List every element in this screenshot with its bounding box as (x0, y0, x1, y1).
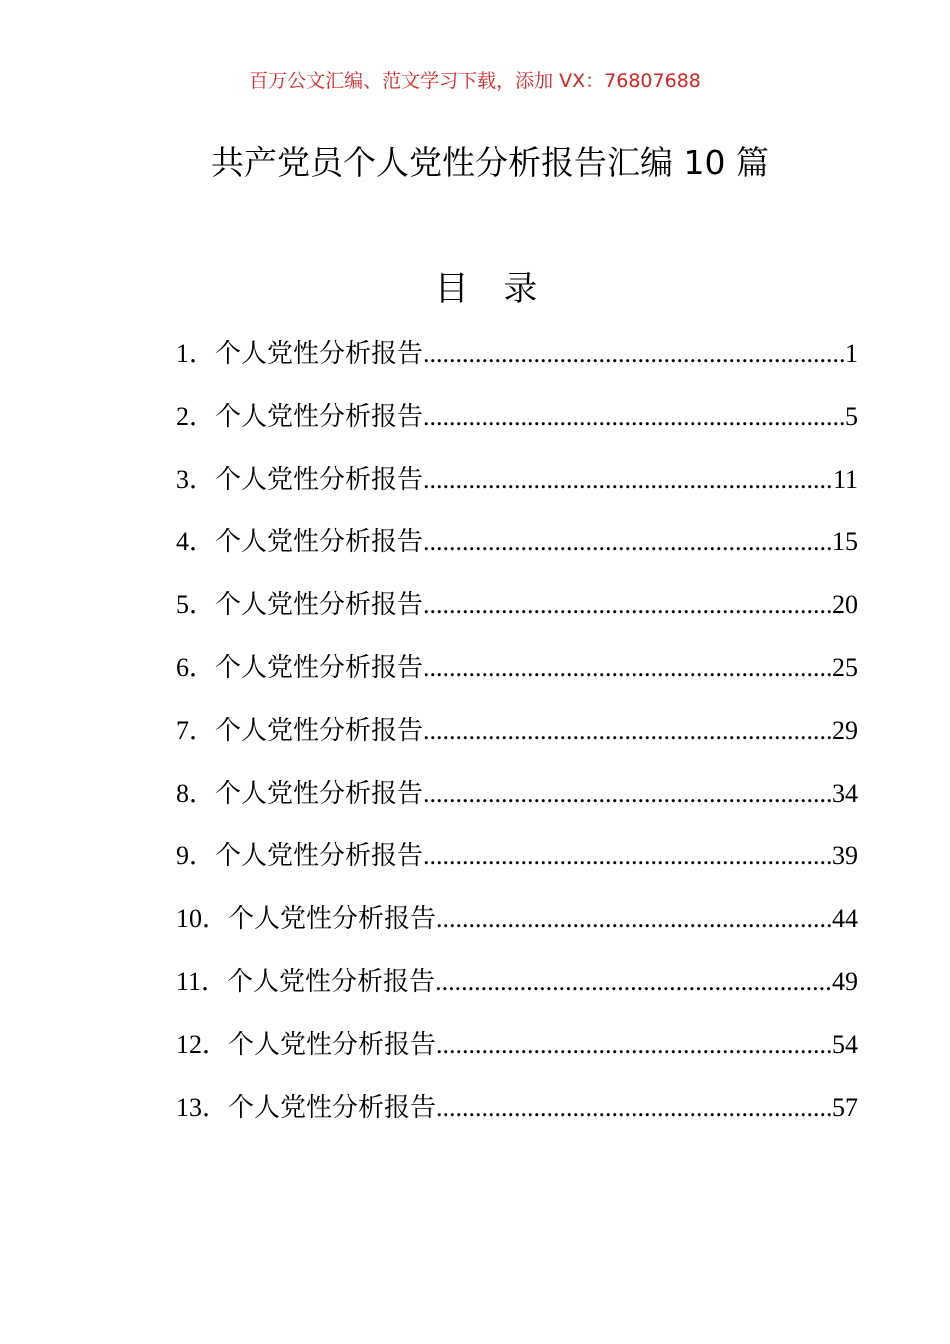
toc-entry-page: 1 (845, 339, 858, 368)
toc-entry[interactable] (176, 524, 858, 587)
toc-entry-number: 1． (176, 339, 216, 368)
toc-entry-title: 个人党性分析报告 (215, 464, 424, 495)
toc-entry-page: 49 (832, 966, 858, 996)
toc-entry-title: 个人党性分析报告 (215, 778, 424, 809)
toc-entry-title: 个人党性分析报告 (215, 841, 424, 872)
toc-entry-number: 6． (176, 652, 216, 682)
toc-entry-number: 4． (176, 527, 216, 557)
toc-entry[interactable] (176, 776, 858, 839)
toc-entry-page: 54 (832, 1029, 858, 1059)
toc-entry[interactable] (176, 336, 858, 399)
toc-entry-title: 个人党性分析报告 (215, 339, 424, 369)
toc-entry[interactable] (176, 1027, 858, 1090)
toc-entry[interactable] (176, 399, 858, 462)
toc-entry[interactable] (176, 587, 858, 650)
toc-entry-title: 个人党性分析报告 (215, 527, 424, 558)
toc-entry-title: 个人党性分析报告 (228, 1029, 437, 1060)
toc-entry-title: 个人党性分析报告 (228, 904, 437, 935)
toc-entry-number: 12． (176, 1029, 229, 1059)
toc-entry-number: 10． (176, 904, 229, 934)
toc-entry-number: 8． (176, 778, 216, 808)
toc-dot-leader (423, 776, 832, 812)
toc-entry-page: 5 (845, 401, 858, 431)
toc-entry-page: 25 (832, 652, 858, 682)
toc-entry-page: 11 (832, 464, 858, 494)
toc-entry-title: 个人党性分析报告 (215, 715, 424, 746)
toc-dot-leader (423, 713, 832, 749)
toc-entry[interactable] (176, 838, 858, 901)
toc-dot-leader (423, 587, 832, 623)
header-promo-note: 百万公文汇编、范文学习下载，添加 VX：76807688 (249, 70, 701, 92)
toc-dot-leader (423, 399, 845, 435)
toc-dot-leader (423, 462, 833, 498)
toc-entry-page: 34 (832, 778, 858, 808)
toc-entry[interactable] (176, 901, 858, 964)
toc-dot-leader (423, 524, 832, 560)
toc-dot-leader (423, 838, 832, 874)
toc-entry-page: 44 (832, 904, 858, 934)
toc-entry[interactable] (176, 964, 858, 1027)
toc-dot-leader (423, 650, 832, 686)
toc-heading: 目 录 (434, 269, 550, 309)
toc-dot-leader (436, 1027, 832, 1063)
document-title: 共产党员个人党性分析报告汇编 10 篇 (211, 143, 769, 182)
toc-dot-leader (435, 964, 832, 1000)
toc-entry-title: 个人党性分析报告 (215, 590, 424, 621)
toc-entry[interactable] (176, 650, 858, 713)
toc-entry-page: 15 (832, 527, 858, 557)
toc-entry-number: 2． (176, 401, 216, 431)
toc-entry-number: 7． (176, 715, 216, 745)
toc-entry[interactable] (176, 713, 858, 776)
toc-dot-leader (423, 336, 845, 372)
toc-entry-title: 个人党性分析报告 (227, 966, 436, 997)
table-of-contents (176, 336, 858, 1152)
toc-entry-number: 3． (176, 464, 216, 494)
toc-entry[interactable] (176, 1090, 858, 1153)
toc-entry-number: 5． (176, 590, 216, 620)
toc-entry-page: 20 (832, 590, 858, 620)
toc-dot-leader (436, 901, 832, 937)
toc-dot-leader (436, 1090, 832, 1126)
toc-entry-number: 9． (176, 841, 216, 871)
toc-entry-page: 29 (832, 715, 858, 745)
toc-entry-page: 39 (832, 841, 858, 871)
toc-entry-number: 13． (176, 1092, 229, 1122)
toc-entry-title: 个人党性分析报告 (228, 1092, 437, 1123)
toc-entry-title: 个人党性分析报告 (215, 401, 424, 432)
toc-entry-title: 个人党性分析报告 (215, 652, 424, 683)
toc-entry[interactable] (176, 462, 858, 525)
toc-entry-number: 11． (176, 966, 228, 996)
toc-entry-page: 57 (832, 1092, 858, 1122)
